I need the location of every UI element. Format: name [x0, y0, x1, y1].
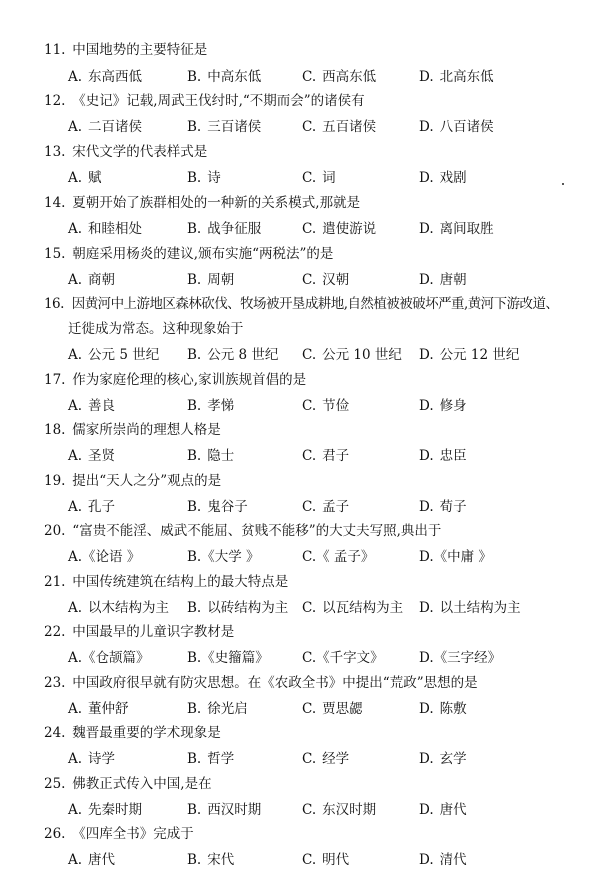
- options-12: [0, 118, 611, 136]
- question-text: 因黄河中上游地区森林砍伐、牧场被开垦成耕地,自然植被被破坏严重,黄河下游改道、: [71, 296, 559, 312]
- option-d: D. 公元 12 世纪: [419, 347, 520, 363]
- question-number: 19.: [44, 473, 66, 489]
- question-text: 中国地势的主要特征是: [72, 42, 208, 58]
- question-text: 《四库全书》完成于: [72, 826, 194, 842]
- option-d: D. 以土结构为主: [419, 600, 521, 616]
- question-text: 中国政府很早就有防灾思想。在《农政全书》中提出“荒政”思想的是: [72, 675, 478, 691]
- question-17: [44, 371, 571, 389]
- options-19: [0, 498, 611, 516]
- option-d: D.《中庸 》: [419, 549, 492, 565]
- option-d: D. 八百诸侯: [419, 119, 494, 135]
- option-c: C.《千字文》: [302, 650, 384, 666]
- options-22: [0, 649, 611, 667]
- options-21: [0, 599, 611, 617]
- option-d: D. 玄学: [419, 751, 467, 767]
- question-13: [44, 143, 571, 161]
- question-number: 14.: [44, 195, 66, 211]
- option-c: C. 西高东低: [302, 69, 377, 85]
- question-text: 中国传统建筑在结构上的最大特点是: [72, 574, 289, 590]
- option-a: A. 圣贤: [68, 448, 116, 464]
- option-d: D. 唐朝: [419, 272, 467, 288]
- options-16: [0, 346, 611, 364]
- option-b: B. 诗: [187, 170, 221, 186]
- option-b: B. 中高东低: [187, 69, 262, 85]
- option-c: C. 经学: [302, 751, 350, 767]
- option-d: D. 清代: [419, 852, 467, 868]
- option-c: C. 明代: [302, 852, 350, 868]
- question-number: 20.: [44, 523, 66, 539]
- options-20: [0, 548, 611, 566]
- option-b: B. 战争征服: [187, 221, 262, 237]
- question-26: [44, 825, 571, 843]
- option-d: D. 陈敷: [419, 701, 467, 717]
- option-d: D.《三字经》: [419, 650, 502, 666]
- question-22: [44, 623, 571, 641]
- question-number: 21.: [44, 574, 66, 590]
- option-a: A. 和睦相处: [68, 221, 143, 237]
- question-number: 12.: [44, 93, 66, 109]
- question-23: [44, 674, 571, 692]
- question-16-continued: 迁徙成为常态。这种现象始于: [68, 321, 244, 337]
- question-number: 13.: [44, 144, 66, 160]
- option-b: B. 以砖结构为主: [187, 600, 289, 616]
- options-11: [0, 68, 611, 86]
- option-c: C. 词: [302, 170, 336, 186]
- option-c: C. 公元 10 世纪: [302, 347, 402, 363]
- option-c: C. 以瓦结构为主: [302, 600, 404, 616]
- option-c: C. 遣使游说: [302, 221, 377, 237]
- option-d: D. 北高东低: [419, 69, 494, 85]
- question-21: [44, 573, 571, 591]
- options-18: [0, 447, 611, 465]
- question-18: [44, 421, 571, 439]
- option-c: C. 贾思勰: [302, 701, 363, 717]
- option-b: B. 公元 8 世纪: [187, 347, 279, 363]
- option-a: A. 先秦时期: [68, 802, 143, 818]
- option-a: A. 公元 5 世纪: [68, 347, 160, 363]
- question-12: [44, 92, 571, 110]
- option-b: B. 宋代: [187, 852, 235, 868]
- question-text: 朝庭采用杨炎的建议,颁布实施“两税法”的是: [72, 246, 334, 262]
- option-c: C. 节俭: [302, 398, 350, 414]
- option-a: A. 善良: [68, 398, 116, 414]
- stray-dot: [562, 183, 564, 185]
- question-number: 26.: [44, 826, 66, 842]
- option-d: D. 戏剧: [419, 170, 467, 186]
- question-text: 佛教正式传入中国,是在: [72, 776, 212, 792]
- question-text: 《史记》记载,周武王伐纣时,“不期而会”的诸侯有: [72, 93, 365, 109]
- option-a: A. 二百诸侯: [68, 119, 143, 135]
- options-14: [0, 220, 611, 238]
- option-c: C. 五百诸侯: [302, 119, 377, 135]
- option-a: A. 东高西低: [68, 69, 143, 85]
- option-b: B. 哲学: [187, 751, 235, 767]
- question-text: 提出“天人之分”观点的是: [72, 473, 222, 489]
- question-text: 宋代文学的代表样式是: [72, 144, 208, 160]
- option-d: D. 离间取胜: [419, 221, 494, 237]
- option-b: B. 三百诸侯: [187, 119, 262, 135]
- question-number: 24.: [44, 725, 66, 741]
- question-text: 儒家所崇尚的理想人格是: [72, 422, 221, 438]
- option-a: A. 诗学: [68, 751, 116, 767]
- question-number: 18.: [44, 422, 66, 438]
- option-b: B. 西汉时期: [187, 802, 262, 818]
- option-d: D. 修身: [419, 398, 467, 414]
- option-d: D. 忠臣: [419, 448, 467, 464]
- question-11: [44, 41, 571, 59]
- option-c: C. 东汉时期: [302, 802, 377, 818]
- question-14: [44, 194, 571, 212]
- question-text: “富贵不能淫、威武不能屈、贫贱不能移”的大丈夫写照,典出于: [72, 523, 442, 539]
- question-number: 17.: [44, 372, 66, 388]
- question-20: [44, 522, 571, 540]
- option-b: B. 周朝: [187, 272, 235, 288]
- option-a: A. 董仲舒: [68, 701, 129, 717]
- question-number: 22.: [44, 624, 66, 640]
- question-number: 23.: [44, 675, 66, 691]
- option-a: A. 商朝: [68, 272, 116, 288]
- options-24: [0, 750, 611, 768]
- option-a: A. 赋: [68, 170, 102, 186]
- option-b: B.《大学 》: [187, 549, 260, 565]
- question-25: [44, 775, 571, 793]
- option-a: A. 孔子: [68, 499, 116, 515]
- question-number: 16.: [44, 296, 64, 312]
- question-15: [44, 245, 571, 263]
- option-c: C. 汉朝: [302, 272, 350, 288]
- option-a: A.《仓颉篇》: [68, 650, 150, 666]
- option-d: D. 荀子: [419, 499, 467, 515]
- option-b: B. 隐士: [187, 448, 235, 464]
- option-b: B.《史籀篇》: [187, 650, 269, 666]
- options-23: [0, 700, 611, 718]
- question-text: 中国最早的儿童识字教材是: [72, 624, 235, 640]
- option-a: A.《论语 》: [68, 549, 141, 565]
- question-text: 魏晋最重要的学术现象是: [72, 725, 221, 741]
- options-15: [0, 271, 611, 289]
- option-b: B. 鬼谷子: [187, 499, 248, 515]
- option-d: D. 唐代: [419, 802, 467, 818]
- question-number: 11.: [44, 42, 66, 58]
- option-a: A. 以木结构为主: [68, 600, 170, 616]
- options-25: [0, 801, 611, 819]
- question-text: 作为家庭伦理的核心,家训族规首倡的是: [72, 372, 307, 388]
- option-c: C. 孟子: [302, 499, 350, 515]
- option-b: B. 孝悌: [187, 398, 235, 414]
- question-24: [44, 724, 571, 742]
- options-13: [0, 169, 611, 187]
- question-19: [44, 472, 571, 490]
- option-c: C. 君子: [302, 448, 350, 464]
- option-c: C.《 孟子》: [302, 549, 375, 565]
- option-a: A. 唐代: [68, 852, 116, 868]
- question-text: 夏朝开始了族群相处的一种新的关系模式,那就是: [72, 195, 361, 211]
- question-number: 25.: [44, 776, 66, 792]
- options-17: [0, 397, 611, 415]
- question-number: 15.: [44, 246, 66, 262]
- options-26: [0, 851, 611, 869]
- option-b: B. 徐光启: [187, 701, 248, 717]
- question-16: [44, 295, 571, 313]
